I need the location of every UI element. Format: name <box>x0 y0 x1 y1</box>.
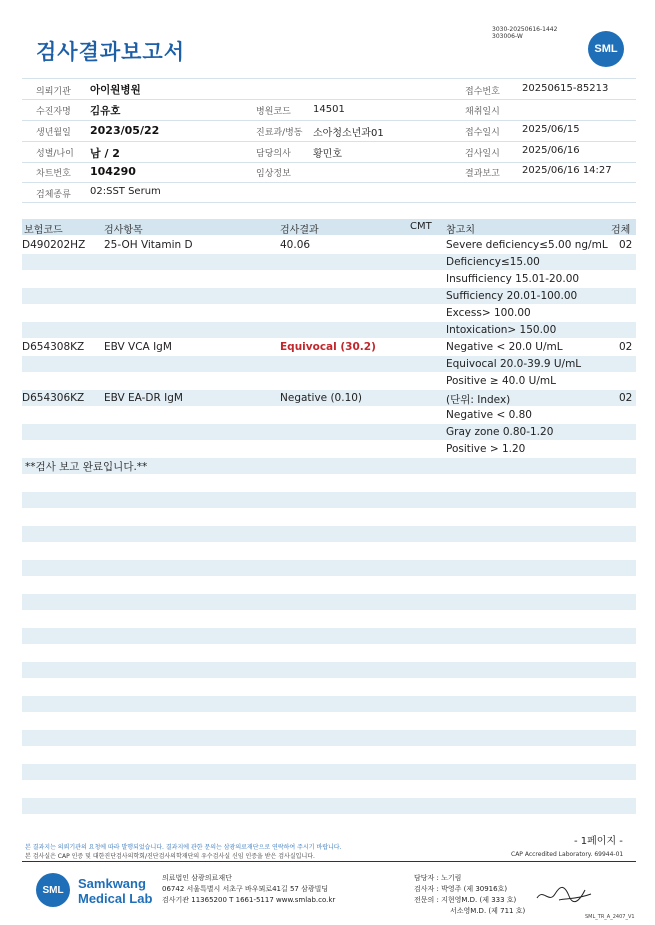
birth-value: 2023/05/22 <box>90 124 160 137</box>
cell-result: 40.06 <box>280 239 311 251</box>
col-test-item: 검사항목 <box>104 225 143 236</box>
table-row <box>22 271 636 288</box>
sml-footer-logo: SML <box>36 873 70 907</box>
table-row <box>22 288 636 305</box>
test-date-label: 검사일시 <box>465 149 500 159</box>
hospital-value: 아이원병원 <box>90 84 141 96</box>
staff-specialist-2: 서소영M.D. (제 711 호) <box>450 907 526 915</box>
document-code-line-1: 3030-20250616-1442 <box>492 26 558 33</box>
birth-label: 생년월일 <box>36 128 71 138</box>
row-band <box>22 628 636 644</box>
cell-item: EBV EA-DR IgM <box>104 392 183 404</box>
row-band <box>22 526 636 542</box>
cell-ref: Deficiency≤15.00 <box>446 256 540 268</box>
brand-line-1: Samkwang <box>78 876 146 891</box>
col-cmt: CMT <box>410 221 432 232</box>
receipt-date-value: 2025/06/15 <box>522 124 580 135</box>
receipt-no-label: 접수번호 <box>465 87 500 97</box>
cell-code: D490202HZ <box>22 239 86 251</box>
report-date-value: 2025/06/16 14:27 <box>522 165 612 176</box>
col-specimen: 검체 <box>611 225 631 236</box>
hospital-label: 의뢰기관 <box>36 87 71 97</box>
col-insurance-code: 보험코드 <box>24 225 63 236</box>
doctor-value: 황민호 <box>313 149 342 160</box>
document-code-line-2: 303006-W <box>492 33 523 40</box>
notice-text: 본 결과지는 의뢰기관의 요청에 따라 발행되었습니다. 결과지에 관한 문의는 삼광의료재단으로 연락하여 주시기 바랍니다. <box>25 844 342 851</box>
cell-ref: Intoxication> 150.00 <box>446 324 557 336</box>
collect-date-label: 채취일시 <box>465 107 500 117</box>
org-contact: 검사기관 11365200 T 1661-5117 www.smlab.co.kr <box>162 896 336 904</box>
row-band <box>22 764 636 780</box>
cell-code: D654306KZ <box>22 392 85 404</box>
staff-specialist-1: 전문의 : 지현영M.D. (제 333 호) <box>414 896 517 904</box>
chart-no-label: 차트번호 <box>36 169 71 179</box>
hospital-code-value: 14501 <box>313 104 345 115</box>
cell-result: Equivocal (30.2) <box>280 341 376 353</box>
brand-name <box>78 876 152 906</box>
row-band <box>22 662 636 678</box>
table-row <box>22 441 636 458</box>
page-title: 검사결과보고서 <box>36 40 186 64</box>
receipt-no-value: 20250615-85213 <box>522 83 609 94</box>
cell-code: D654308KZ <box>22 341 85 353</box>
cell-ref: Severe deficiency≤5.00 ng/mL <box>446 239 608 251</box>
table-row <box>22 254 636 271</box>
cell-ref: Equivocal 20.0-39.9 U/mL <box>446 358 582 370</box>
cell-ref: Positive ≥ 40.0 U/mL <box>446 375 556 387</box>
cell-ref: Insufficiency 15.01-20.00 <box>446 273 580 285</box>
cell-specimen: 02 <box>619 392 633 404</box>
row-band <box>22 798 636 814</box>
cell-specimen: 02 <box>619 239 633 251</box>
staff-info <box>414 873 525 917</box>
staff-examiner: 검사자 : 박영주 (제 30916호) <box>414 885 508 893</box>
sex-age-label: 성별/나이 <box>36 149 74 159</box>
chart-no-value: 104290 <box>90 165 136 178</box>
doctor-label: 담당의사 <box>256 149 291 159</box>
row-band <box>22 730 636 746</box>
results-table-header <box>22 219 636 235</box>
row-band <box>22 696 636 712</box>
cap-accreditation: CAP Accredited Laboratory. 69944-01 <box>511 851 624 858</box>
row-band <box>22 492 636 508</box>
certification-text: 본 검사실은 CAP 인증 및 대한진단검사의학회/진단검사의학재단의 우수검사실 신임 인증을 받은 검사실입니다. <box>25 853 315 860</box>
row-band <box>22 560 636 576</box>
department-value: 소아청소년과01 <box>313 128 384 139</box>
receipt-date-label: 접수일시 <box>465 128 500 138</box>
cell-ref: (단위: Index) <box>446 394 511 406</box>
cell-ref: Gray zone 0.80-1.20 <box>446 426 554 438</box>
cell-specimen: 02 <box>619 341 633 353</box>
patient-name-label: 수진자명 <box>36 107 71 117</box>
clinical-info-label: 임상정보 <box>256 169 291 179</box>
table-row <box>22 373 636 390</box>
hospital-code-label: 병원코드 <box>256 107 291 117</box>
col-result: 검사결과 <box>280 225 319 236</box>
cell-ref: Excess> 100.00 <box>446 307 531 319</box>
specimen-type-label: 검체종류 <box>36 190 71 200</box>
report-date-label: 결과보고 <box>465 169 500 179</box>
patient-name-value: 김유호 <box>90 105 121 117</box>
sex-age-value: 남 / 2 <box>90 147 120 160</box>
cell-ref: Negative < 0.80 <box>446 409 532 421</box>
department-label: 진료과/병동 <box>256 128 303 138</box>
cell-item: EBV VCA IgM <box>104 341 172 353</box>
specimen-type-value: 02:SST Serum <box>90 186 161 197</box>
signature-image <box>535 880 595 910</box>
cell-result: Negative (0.10) <box>280 392 363 404</box>
cell-ref: Sufficiency 20.01-100.00 <box>446 290 578 302</box>
table-row <box>22 407 636 424</box>
table-row <box>22 390 636 407</box>
table-row <box>22 237 636 254</box>
cell-item: 25-OH Vitamin D <box>104 239 193 251</box>
table-row <box>22 356 636 373</box>
cell-ref: Negative < 20.0 U/mL <box>446 341 563 353</box>
test-date-value: 2025/06/16 <box>522 145 580 156</box>
table-row <box>22 305 636 322</box>
staff-manager: 담당자 : 노기림 <box>414 874 462 882</box>
table-row <box>22 339 636 356</box>
table-row <box>22 322 636 339</box>
sml-logo: SML <box>588 31 624 67</box>
form-code: SML_TR_A_2407_V1 <box>585 914 635 920</box>
brand-line-2: Medical Lab <box>78 891 153 906</box>
org-info <box>162 873 335 906</box>
org-address: 06742 서울특별시 서초구 바우뫼로41길 57 삼광빌딩 <box>162 885 329 893</box>
row-band <box>22 594 636 610</box>
page-number: - 1페이지 - <box>574 836 623 847</box>
col-reference: 참고치 <box>446 225 475 236</box>
table-row <box>22 424 636 441</box>
cell-ref: Positive > 1.20 <box>446 443 526 455</box>
document-code <box>492 26 557 40</box>
org-name: 의료법인 삼광의료재단 <box>162 874 232 882</box>
report-complete-note: **검사 보고 완료입니다.** <box>25 461 148 473</box>
